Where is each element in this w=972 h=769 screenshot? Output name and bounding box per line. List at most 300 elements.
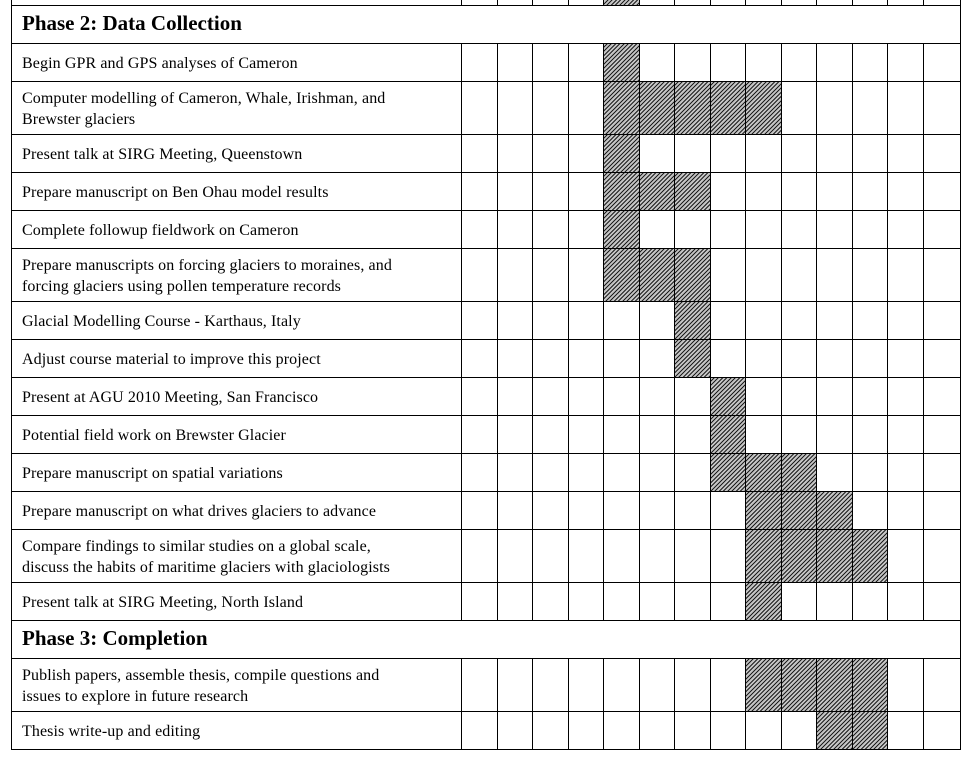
task-label: Complete followup fieldwork on Cameron	[22, 221, 299, 239]
column-divider	[639, 339, 640, 377]
column-divider	[816, 658, 817, 711]
column-divider	[816, 81, 817, 134]
column-divider	[710, 491, 711, 529]
column-divider	[923, 658, 924, 711]
column-divider	[568, 582, 569, 620]
column-divider	[745, 43, 746, 81]
column-divider	[887, 81, 888, 134]
column-divider	[852, 711, 853, 749]
row-divider	[11, 415, 961, 416]
column-divider	[497, 711, 498, 749]
column-divider	[532, 301, 533, 339]
table-border-right	[960, 0, 961, 749]
column-divider	[568, 491, 569, 529]
column-divider	[497, 210, 498, 248]
row-divider	[11, 43, 961, 44]
shaded-schedule-cell	[816, 711, 852, 749]
column-divider	[745, 491, 746, 529]
column-divider	[639, 529, 640, 582]
row-divider	[11, 81, 961, 82]
column-divider	[745, 658, 746, 711]
shaded-schedule-cell	[816, 529, 852, 582]
column-divider	[923, 453, 924, 491]
column-divider	[781, 81, 782, 134]
shaded-schedule-cell	[674, 172, 710, 210]
column-divider	[852, 658, 853, 711]
column-divider	[887, 491, 888, 529]
shaded-schedule-cell	[603, 210, 639, 248]
column-divider	[887, 582, 888, 620]
column-divider	[461, 491, 462, 529]
column-divider	[816, 248, 817, 301]
column-divider	[568, 529, 569, 582]
shaded-schedule-cell	[852, 711, 888, 749]
column-divider	[674, 43, 675, 81]
shaded-schedule-cell	[745, 453, 781, 491]
column-divider	[674, 81, 675, 134]
column-divider	[461, 415, 462, 453]
column-divider	[745, 134, 746, 172]
column-divider	[603, 711, 604, 749]
shaded-schedule-cell	[639, 248, 675, 301]
column-divider	[710, 0, 711, 5]
column-divider	[710, 377, 711, 415]
shaded-schedule-cell	[745, 81, 781, 134]
column-divider	[639, 134, 640, 172]
column-divider	[461, 248, 462, 301]
task-label: Begin GPR and GPS analyses of Cameron	[22, 54, 298, 72]
column-divider	[887, 453, 888, 491]
column-divider	[710, 529, 711, 582]
column-divider	[674, 377, 675, 415]
column-divider	[710, 453, 711, 491]
task-label: Prepare manuscript on what drives glaciers to advance	[22, 502, 377, 520]
column-divider	[639, 0, 640, 5]
column-divider	[745, 339, 746, 377]
column-divider	[852, 172, 853, 210]
column-divider	[674, 301, 675, 339]
column-divider	[461, 453, 462, 491]
column-divider	[532, 0, 533, 5]
column-divider	[852, 377, 853, 415]
column-divider	[887, 529, 888, 582]
column-divider	[710, 172, 711, 210]
column-divider	[674, 248, 675, 301]
gantt-schedule-table	[11, 0, 961, 758]
column-divider	[639, 172, 640, 210]
column-divider	[568, 248, 569, 301]
shaded-schedule-cell	[674, 301, 710, 339]
column-divider	[745, 711, 746, 749]
column-divider	[745, 415, 746, 453]
column-divider	[674, 172, 675, 210]
column-divider	[852, 453, 853, 491]
shaded-schedule-cell	[781, 453, 817, 491]
shaded-schedule-cell	[603, 81, 639, 134]
column-divider	[781, 658, 782, 711]
column-divider	[816, 377, 817, 415]
column-divider	[497, 582, 498, 620]
column-divider	[852, 415, 853, 453]
column-divider	[816, 711, 817, 749]
shaded-schedule-cell	[781, 491, 817, 529]
column-divider	[745, 301, 746, 339]
column-divider	[923, 81, 924, 134]
column-divider	[639, 248, 640, 301]
row-divider	[11, 172, 961, 173]
column-divider	[532, 248, 533, 301]
shaded-schedule-cell	[603, 134, 639, 172]
column-divider	[816, 301, 817, 339]
column-divider	[816, 339, 817, 377]
column-divider	[887, 711, 888, 749]
column-divider	[887, 134, 888, 172]
shaded-schedule-cell	[603, 43, 639, 81]
column-divider	[639, 210, 640, 248]
column-divider	[603, 339, 604, 377]
column-divider	[745, 0, 746, 5]
column-divider	[923, 43, 924, 81]
column-divider	[532, 658, 533, 711]
column-divider	[816, 172, 817, 210]
column-divider	[816, 491, 817, 529]
column-divider	[603, 134, 604, 172]
column-divider	[532, 582, 533, 620]
column-divider	[852, 43, 853, 81]
shaded-schedule-cell	[710, 415, 746, 453]
column-divider	[816, 210, 817, 248]
column-divider	[816, 134, 817, 172]
column-divider	[781, 529, 782, 582]
column-divider	[852, 81, 853, 134]
column-divider	[497, 172, 498, 210]
column-divider	[781, 43, 782, 81]
column-divider	[781, 172, 782, 210]
column-divider	[816, 0, 817, 5]
column-divider	[603, 0, 604, 5]
column-divider	[781, 339, 782, 377]
column-divider	[461, 711, 462, 749]
column-divider	[887, 377, 888, 415]
row-divider	[11, 658, 961, 659]
column-divider	[532, 43, 533, 81]
column-divider	[745, 81, 746, 134]
shaded-schedule-cell	[745, 529, 781, 582]
shaded-schedule-cell	[674, 339, 710, 377]
column-divider	[710, 43, 711, 81]
column-divider	[461, 43, 462, 81]
column-divider	[887, 210, 888, 248]
column-divider	[887, 301, 888, 339]
task-label: Computer modelling of Cameron, Whale, Irishman, and Brewster glaciers	[22, 89, 386, 128]
column-divider	[710, 301, 711, 339]
column-divider	[852, 582, 853, 620]
phase-heading: Phase 3: Completion	[22, 626, 208, 650]
column-divider	[497, 453, 498, 491]
shaded-schedule-cell	[639, 81, 675, 134]
column-divider	[603, 248, 604, 301]
shaded-schedule-cell	[710, 377, 746, 415]
column-divider	[781, 415, 782, 453]
shaded-schedule-cell	[781, 658, 817, 711]
column-divider	[497, 377, 498, 415]
column-divider	[497, 0, 498, 5]
column-divider	[603, 301, 604, 339]
shaded-schedule-cell	[603, 172, 639, 210]
column-divider	[745, 377, 746, 415]
column-divider	[923, 711, 924, 749]
column-divider	[497, 301, 498, 339]
row-divider	[11, 134, 961, 135]
shaded-schedule-cell	[710, 453, 746, 491]
column-divider	[568, 453, 569, 491]
column-divider	[603, 582, 604, 620]
row-divider	[11, 711, 961, 712]
column-divider	[568, 339, 569, 377]
column-divider	[532, 415, 533, 453]
column-divider	[781, 582, 782, 620]
column-divider	[461, 0, 462, 5]
column-divider	[639, 711, 640, 749]
column-divider	[816, 529, 817, 582]
row-divider	[11, 749, 961, 750]
task-label: Present talk at SIRG Meeting, North Island	[22, 593, 304, 611]
row-divider	[11, 339, 961, 340]
column-divider	[461, 172, 462, 210]
column-divider	[674, 210, 675, 248]
column-divider	[461, 210, 462, 248]
column-divider	[852, 210, 853, 248]
column-divider	[603, 81, 604, 134]
column-divider	[532, 134, 533, 172]
column-divider	[497, 529, 498, 582]
column-divider	[461, 339, 462, 377]
task-label: Prepare manuscripts on forcing glaciers to moraines, and forcing glaciers using pollen temperature records	[22, 256, 392, 295]
column-divider	[532, 453, 533, 491]
column-divider	[639, 377, 640, 415]
column-divider	[603, 43, 604, 81]
column-divider	[532, 81, 533, 134]
column-divider	[603, 377, 604, 415]
column-divider	[710, 711, 711, 749]
column-divider	[745, 172, 746, 210]
shaded-schedule-cell	[816, 658, 852, 711]
column-divider	[497, 658, 498, 711]
shaded-schedule-cell	[852, 529, 888, 582]
row-divider	[11, 491, 961, 492]
column-divider	[923, 248, 924, 301]
task-label: Publish papers, assemble thesis, compile questions and issues to explore in future research	[22, 666, 380, 705]
column-divider	[639, 453, 640, 491]
column-divider	[781, 210, 782, 248]
column-divider	[674, 415, 675, 453]
task-label: Present talk at SIRG Meeting, Queenstown	[22, 145, 303, 163]
column-divider	[674, 491, 675, 529]
column-divider	[603, 491, 604, 529]
column-divider	[816, 43, 817, 81]
column-divider	[674, 582, 675, 620]
phase-heading: Phase 2: Data Collection	[22, 11, 242, 35]
column-divider	[461, 529, 462, 582]
task-label: Compare findings to similar studies on a global scale, discuss the habits of maritime glaciers with glaciologists	[22, 537, 390, 576]
task-label: Glacial Modelling Course - Karthaus, Italy	[22, 312, 301, 330]
column-divider	[852, 339, 853, 377]
column-divider	[497, 134, 498, 172]
column-divider	[497, 339, 498, 377]
column-divider	[781, 377, 782, 415]
column-divider	[603, 415, 604, 453]
column-divider	[603, 529, 604, 582]
shaded-schedule-cell	[745, 582, 781, 620]
column-divider	[674, 134, 675, 172]
task-label: Adjust course material to improve this project	[22, 350, 321, 368]
column-divider	[816, 582, 817, 620]
column-divider	[639, 43, 640, 81]
column-divider	[603, 453, 604, 491]
shaded-schedule-cell	[710, 81, 746, 134]
column-divider	[674, 711, 675, 749]
column-divider	[497, 491, 498, 529]
column-divider	[603, 210, 604, 248]
column-divider	[781, 711, 782, 749]
shaded-schedule-cell	[745, 658, 781, 711]
column-divider	[532, 529, 533, 582]
column-divider	[816, 415, 817, 453]
column-divider	[639, 81, 640, 134]
column-divider	[568, 658, 569, 711]
column-divider	[710, 658, 711, 711]
column-divider	[461, 301, 462, 339]
column-divider	[781, 453, 782, 491]
column-divider	[532, 339, 533, 377]
column-divider	[639, 582, 640, 620]
column-divider	[852, 248, 853, 301]
column-divider	[923, 415, 924, 453]
column-divider	[461, 134, 462, 172]
column-divider	[923, 377, 924, 415]
column-divider	[639, 658, 640, 711]
column-divider	[923, 491, 924, 529]
row-divider	[11, 453, 961, 454]
column-divider	[674, 658, 675, 711]
column-divider	[674, 453, 675, 491]
column-divider	[497, 248, 498, 301]
column-divider	[603, 172, 604, 210]
column-divider	[852, 529, 853, 582]
column-divider	[745, 210, 746, 248]
column-divider	[923, 301, 924, 339]
column-divider	[710, 210, 711, 248]
column-divider	[887, 658, 888, 711]
column-divider	[710, 81, 711, 134]
column-divider	[923, 172, 924, 210]
column-divider	[923, 339, 924, 377]
row-divider	[11, 248, 961, 249]
column-divider	[568, 711, 569, 749]
shaded-schedule-cell	[852, 658, 888, 711]
column-divider	[461, 658, 462, 711]
column-divider	[497, 415, 498, 453]
column-divider	[710, 415, 711, 453]
column-divider	[887, 0, 888, 5]
column-divider	[923, 210, 924, 248]
column-divider	[568, 415, 569, 453]
column-divider	[568, 210, 569, 248]
column-divider	[497, 43, 498, 81]
column-divider	[568, 172, 569, 210]
column-divider	[923, 582, 924, 620]
task-label: Thesis write-up and editing	[22, 722, 201, 740]
column-divider	[532, 172, 533, 210]
column-divider	[568, 43, 569, 81]
row-divider	[11, 377, 961, 378]
column-divider	[710, 134, 711, 172]
table-border-left	[11, 0, 12, 749]
column-divider	[745, 248, 746, 301]
column-divider	[745, 582, 746, 620]
column-divider	[568, 81, 569, 134]
task-label: Prepare manuscript on spatial variations	[22, 464, 283, 482]
row-divider	[11, 582, 961, 583]
column-divider	[639, 415, 640, 453]
column-divider	[745, 529, 746, 582]
column-divider	[887, 43, 888, 81]
column-divider	[923, 529, 924, 582]
column-divider	[461, 377, 462, 415]
column-divider	[532, 491, 533, 529]
column-divider	[887, 248, 888, 301]
row-divider	[11, 301, 961, 302]
column-divider	[674, 339, 675, 377]
row-divider	[11, 620, 961, 621]
column-divider	[461, 81, 462, 134]
column-divider	[887, 415, 888, 453]
column-divider	[887, 172, 888, 210]
column-divider	[852, 301, 853, 339]
task-label: Prepare manuscript on Ben Ohau model results	[22, 183, 329, 201]
row-divider	[11, 210, 961, 211]
column-divider	[532, 377, 533, 415]
column-divider	[710, 339, 711, 377]
column-divider	[887, 339, 888, 377]
column-divider	[781, 491, 782, 529]
row-divider	[11, 529, 961, 530]
column-divider	[603, 658, 604, 711]
task-label: Potential field work on Brewster Glacier	[22, 426, 286, 444]
column-divider	[923, 0, 924, 5]
column-divider	[816, 453, 817, 491]
shaded-schedule-cell	[781, 529, 817, 582]
column-divider	[674, 529, 675, 582]
column-divider	[781, 134, 782, 172]
column-divider	[674, 0, 675, 5]
column-divider	[532, 210, 533, 248]
column-divider	[852, 134, 853, 172]
shaded-schedule-cell	[639, 172, 675, 210]
shaded-schedule-cell	[745, 491, 781, 529]
column-divider	[497, 81, 498, 134]
shaded-schedule-cell	[674, 81, 710, 134]
column-divider	[639, 491, 640, 529]
column-divider	[532, 711, 533, 749]
shaded-schedule-cell	[603, 248, 639, 301]
column-divider	[852, 491, 853, 529]
column-divider	[710, 248, 711, 301]
shaded-schedule-cell	[674, 248, 710, 301]
column-divider	[461, 582, 462, 620]
shaded-schedule-cell	[816, 491, 852, 529]
column-divider	[639, 301, 640, 339]
